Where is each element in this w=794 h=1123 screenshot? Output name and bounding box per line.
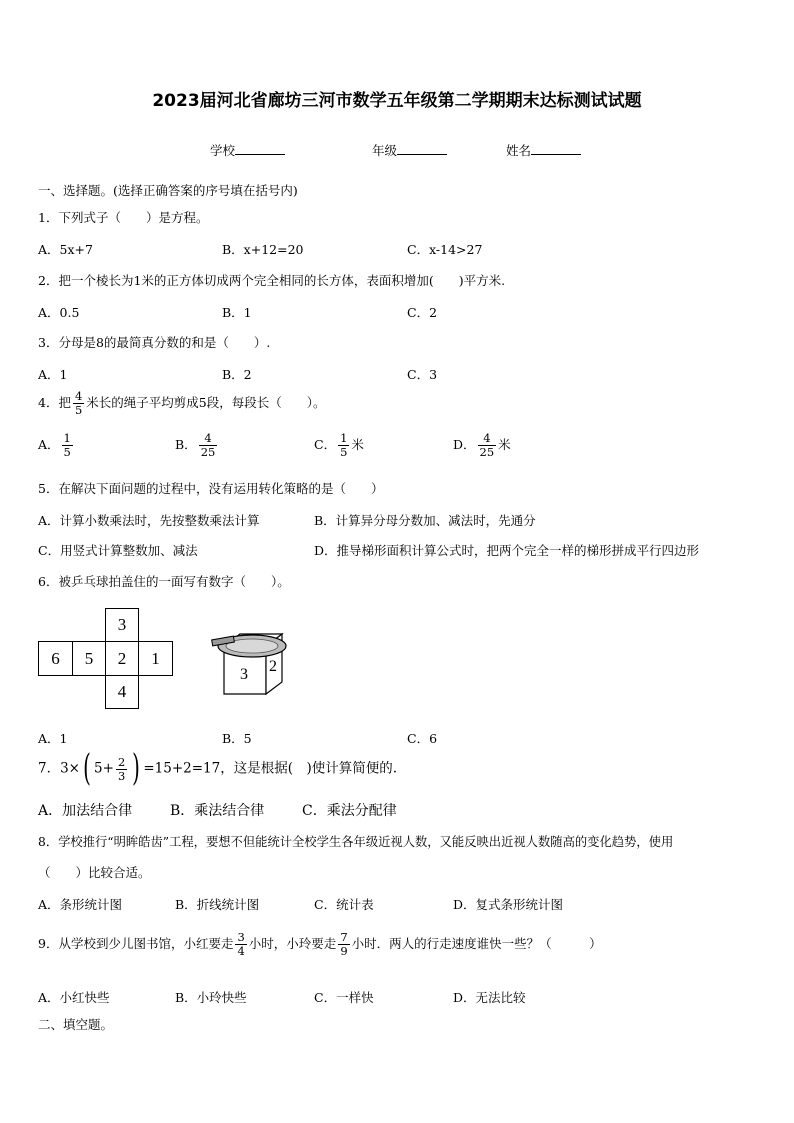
q9-fraction-1 [235,931,246,958]
q8-stem-line1: 8．学校推行“明眸皓齿”工程，要想不但能统计全校学生各年级近视人数，又能反映出近视人数随高的变化趋势，使用 [38,835,674,849]
school-blank[interactable] [235,142,285,155]
q8-option-a[interactable]: A．条形统计图 [38,897,123,912]
school-field [210,141,285,159]
q7-frac-den: 3 [117,768,126,783]
q4-option-b[interactable] [175,432,219,459]
q9-option-b[interactable]: B．小玲快些 [175,990,247,1005]
q9-f1-num: 3 [237,930,245,944]
q4-b-label: B． [175,437,197,452]
school-label: 学校 [210,143,236,158]
net-face-left: 5 [72,641,106,676]
q4-frac-num: 4 [74,389,83,403]
section-1-heading: 一、选择题。(选择正确答案的序号填在括号内) [38,183,298,198]
q3-option-b[interactable]: B．2 [222,367,252,382]
q4-c-den: 5 [340,445,348,459]
q7-inner: 5+ [94,760,114,777]
q7-stem [38,748,398,789]
q5-option-c[interactable]: C．用竖式计算整数加、减法 [38,543,198,558]
q4-c-label: C． [314,437,337,452]
grade-blank[interactable] [397,142,447,155]
name-field [506,141,581,159]
q2-option-a[interactable]: A．0.5 [38,305,80,320]
covered-cube-figure [210,628,290,700]
q9-f2-num: 7 [340,930,348,944]
cube-front-number: 3 [240,666,248,683]
q7-left-paren: ( [83,748,91,789]
q4-option-d[interactable] [453,432,511,459]
q7-option-c[interactable]: C．乘法分配律 [302,803,397,819]
q4-b-num: 4 [199,432,218,446]
q9-f2-den: 9 [340,944,348,958]
q9-f1-den: 4 [237,944,245,958]
q7-fraction [116,756,127,783]
q4-a-num: 1 [63,431,71,445]
q4-stem-pre: 4．把 [38,395,71,410]
q7-right-paren: ) [132,748,141,789]
q7-post: =15+2=17，这是根据( )使计算简便的. [143,760,398,777]
q1-option-a[interactable]: A．5x+7 [38,242,93,257]
q2-option-b[interactable]: B．1 [222,305,252,320]
page-title: 2023届河北省廊坊三河市数学五年级第二学期期末达标测试试题 [152,91,642,111]
q7-option-a[interactable]: A．加法结合律 [38,803,133,819]
q4-option-a[interactable] [38,432,75,459]
q9-stem [38,931,602,958]
q9-option-a[interactable]: A．小红快些 [38,990,110,1005]
q9-mid: 小时，小玲要走 [248,936,337,951]
name-label: 姓名 [506,143,532,158]
q4-c-unit: 米 [351,437,364,452]
q4-fraction [73,390,84,417]
q8-option-b[interactable]: B．折线统计图 [175,897,260,912]
q8-stem-line2: （ ）比较合适。 [38,865,151,880]
q2-option-c[interactable]: C．2 [407,305,438,320]
q5-stem: 5．在解决下面问题的过程中，没有运用转化策略的是（ ） [38,481,384,496]
q7-pre: 7．3× [38,760,80,777]
cube-drawing [210,628,290,700]
q4-b-den: 25 [200,445,216,459]
q5-option-d[interactable]: D．推导梯形面积计算公式时，把两个完全一样的梯形拼成平行四边形 [314,543,700,558]
q6-option-c[interactable]: C．6 [407,731,438,746]
section-2-heading: 二、填空题。 [38,1017,114,1032]
q4-a-label: A． [38,437,60,452]
q8-option-c[interactable]: C．统计表 [314,897,374,912]
q4-d-fraction [478,432,497,459]
q1-option-b[interactable]: B．x+12=20 [222,242,304,257]
q4-d-unit: 米 [498,437,511,452]
net-face-bottom: 4 [105,675,139,709]
q4-frac-den: 5 [74,403,83,417]
q8-option-d[interactable]: D．复式条形统计图 [453,897,564,912]
q4-stem-post: 米长的绳子平均剪成5段，每段长（ ）。 [86,395,326,410]
q4-a-fraction [62,432,73,459]
q9-pre: 9．从学校到少儿图书馆，小红要走 [38,936,234,951]
q9-post: 小时．两人的行走速度谁快一些？（ ） [351,936,602,951]
net-face-right: 1 [138,641,173,676]
q4-option-c[interactable] [314,432,364,459]
q4-d-num: 4 [478,432,497,446]
q4-d-label: D． [453,437,476,452]
q3-option-c[interactable]: C．3 [407,367,438,382]
q6-stem: 6．被乒乓球拍盖住的一面写有数字（ ）。 [38,574,290,589]
q9-fraction-2 [338,931,349,958]
q4-c-num: 1 [340,431,348,445]
q5-option-b[interactable]: B．计算异分母分数加、减法时，先通分 [314,513,536,528]
grade-field [372,141,447,159]
net-face-top: 3 [105,608,139,642]
q3-stem: 3．分母是8的最简真分数的和是（ ）. [38,335,271,350]
q1-stem: 1．下列式子（ ）是方程。 [38,210,209,225]
q5-option-a[interactable]: A．计算小数乘法时，先按整数乘法计算 [38,513,260,528]
q2-stem: 2．把一个棱长为1米的正方体切成两个完全相同的长方体，表面积增加( )平方米. [38,273,506,288]
grade-label: 年级 [372,143,398,158]
q4-c-fraction [338,432,349,459]
name-blank[interactable] [531,142,581,155]
q4-stem [38,390,326,417]
net-face-center: 2 [105,641,139,676]
q4-a-den: 5 [63,445,71,459]
q1-option-c[interactable]: C．x-14>27 [407,242,483,257]
q6-option-b[interactable]: B．5 [222,731,252,746]
q7-option-b[interactable]: B．乘法结合律 [170,803,265,819]
q6-option-a[interactable]: A．1 [38,731,68,746]
q7-frac-num: 2 [117,754,126,769]
q3-option-a[interactable]: A．1 [38,367,68,382]
net-face-far-left: 6 [38,641,73,676]
cube-side-number: 2 [269,658,277,675]
q9-option-d[interactable]: D．无法比较 [453,990,526,1005]
q4-b-fraction [199,432,218,459]
q4-d-den: 25 [479,445,495,459]
q9-option-c[interactable]: C．一样快 [314,990,374,1005]
